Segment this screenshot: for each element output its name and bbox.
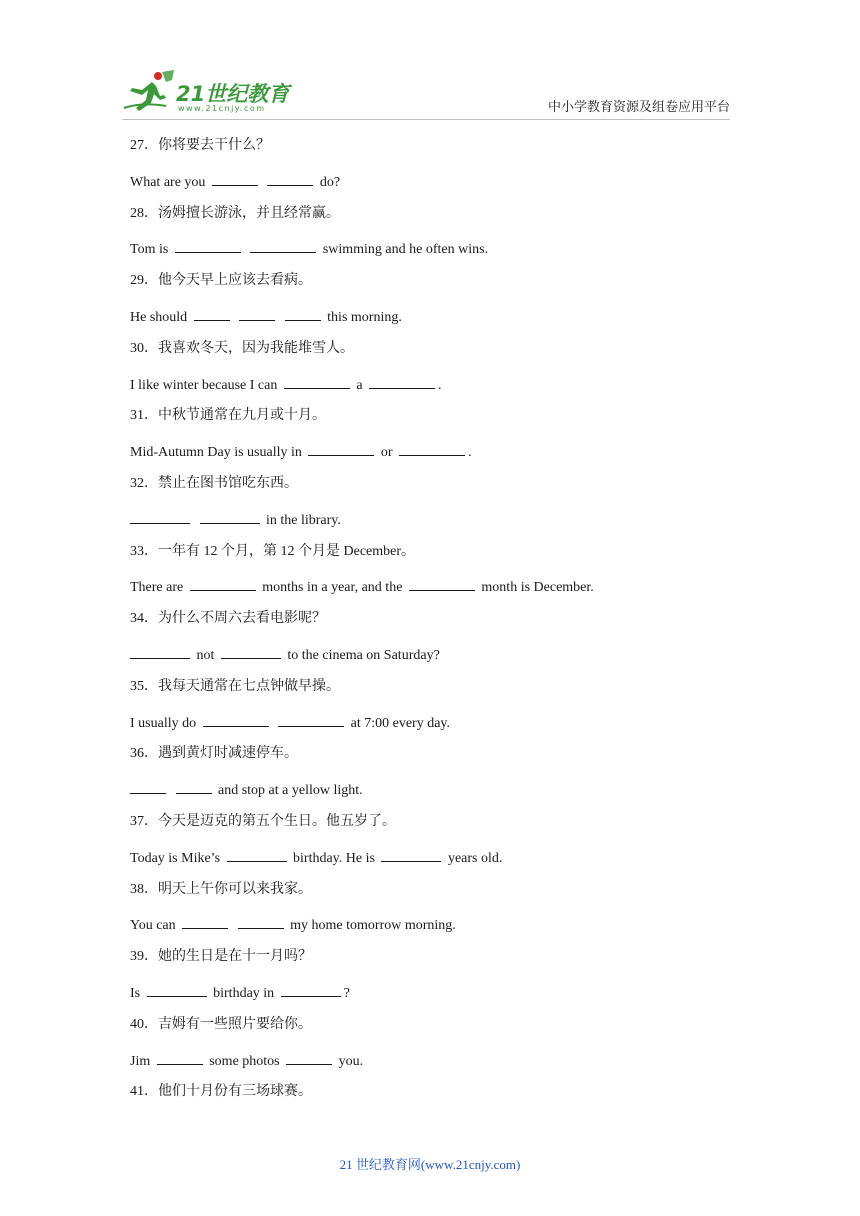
answer-blank[interactable]: [190, 576, 256, 591]
question-35-sentence: I usually do at 7:00 every day.: [130, 712, 750, 746]
question-33-sentence: There are months in a year, and the month is December.: [130, 576, 750, 610]
question-32-sentence: in the library.: [130, 509, 750, 543]
question-34-sentence: not to the cinema on Saturday?: [130, 644, 750, 678]
answer-blank[interactable]: [278, 712, 344, 727]
question-31-sentence: Mid-Autumn Day is usually in or .: [130, 441, 750, 475]
question-27-prompt: 27．你将要去干什么？: [130, 138, 270, 153]
question-29-prompt: 29．他今天早上应该去看病。: [130, 273, 312, 289]
logo: [122, 68, 292, 118]
question-31-prompt: 31．中秋节通常在九月或十月。: [130, 408, 326, 424]
runner-logo-icon: [122, 68, 178, 114]
answer-blank[interactable]: [250, 238, 316, 253]
answer-blank[interactable]: [267, 171, 313, 186]
question-list: [130, 137, 750, 1117]
question-37-prompt: 37．今天是迈克的第五个生日。他五岁了。: [130, 813, 396, 829]
answer-blank[interactable]: [286, 1050, 332, 1065]
question-34-prompt: 34．为什么不周六去看电影呢？: [130, 611, 326, 627]
question-41-prompt: 41．他们十月份有三场球赛。: [130, 1084, 312, 1100]
question-27-sentence: What are you do?: [130, 171, 750, 205]
question-30-prompt: 30．我喜欢冬天，因为我能堆雪人。: [130, 340, 354, 356]
answer-blank[interactable]: [221, 644, 281, 659]
question-36-prompt: 36．遇到黄灯时减速停车。: [130, 746, 298, 762]
header-divider: [122, 119, 730, 120]
page-footer: 21 世纪教育网(www.21cnjy.com): [339, 1157, 521, 1172]
answer-blank[interactable]: [308, 441, 374, 456]
answer-blank[interactable]: [409, 576, 475, 591]
question-38-sentence: You can my home tomorrow morning.: [130, 914, 750, 948]
page-header: [0, 0, 860, 122]
answer-blank[interactable]: [175, 238, 241, 253]
question-40-sentence: Jim some photos you.: [130, 1050, 750, 1084]
question-29-sentence: He should this morning.: [130, 306, 750, 340]
answer-blank[interactable]: [239, 306, 275, 321]
answer-blank[interactable]: [147, 982, 207, 997]
question-30-sentence: I like winter because I can a .: [130, 374, 750, 408]
answer-blank[interactable]: [285, 306, 321, 321]
answer-blank[interactable]: [212, 171, 258, 186]
logo-url: www.21cnjy.com: [178, 104, 266, 113]
answer-blank[interactable]: [194, 306, 230, 321]
answer-blank[interactable]: [284, 374, 350, 389]
question-28-prompt: 28．汤姆擅长游泳，并且经常赢。: [130, 205, 340, 221]
question-36-sentence: and stop at a yellow light.: [130, 779, 750, 813]
question-33-prompt: 33．一年有 12 个月，第 12 个月是 December。: [130, 543, 416, 559]
question-39-prompt: 39．她的生日是在十一月吗？: [130, 949, 312, 965]
answer-blank[interactable]: [227, 847, 287, 862]
answer-blank[interactable]: [399, 441, 465, 456]
answer-blank[interactable]: [130, 644, 190, 659]
question-37-sentence: Today is Mike’s birthday. He is years old.: [130, 847, 750, 881]
answer-blank[interactable]: [200, 509, 260, 524]
question-28-sentence: Tom is swimming and he often wins.: [130, 238, 750, 272]
platform-name: 中小学教育资源及组卷应用平台: [547, 99, 730, 114]
question-40-prompt: 40．吉姆有一些照片要给你。: [130, 1016, 312, 1032]
answer-blank[interactable]: [130, 779, 166, 794]
question-35-prompt: 35．我每天通常在七点钟做早操。: [130, 678, 340, 694]
question-32-prompt: 32．禁止在图书馆吃东西。: [130, 475, 298, 491]
answer-blank[interactable]: [182, 914, 228, 929]
question-39-sentence: Is birthday in ?: [130, 982, 750, 1016]
answer-blank[interactable]: [281, 982, 341, 997]
answer-blank[interactable]: [176, 779, 212, 794]
answer-blank[interactable]: [130, 509, 190, 524]
answer-blank[interactable]: [381, 847, 441, 862]
answer-blank[interactable]: [157, 1050, 203, 1065]
logo-text: 21世纪教育: [176, 82, 290, 106]
question-38-prompt: 38．明天上午你可以来我家。: [130, 881, 312, 897]
answer-blank[interactable]: [203, 712, 269, 727]
answer-blank[interactable]: [369, 374, 435, 389]
answer-blank[interactable]: [238, 914, 284, 929]
